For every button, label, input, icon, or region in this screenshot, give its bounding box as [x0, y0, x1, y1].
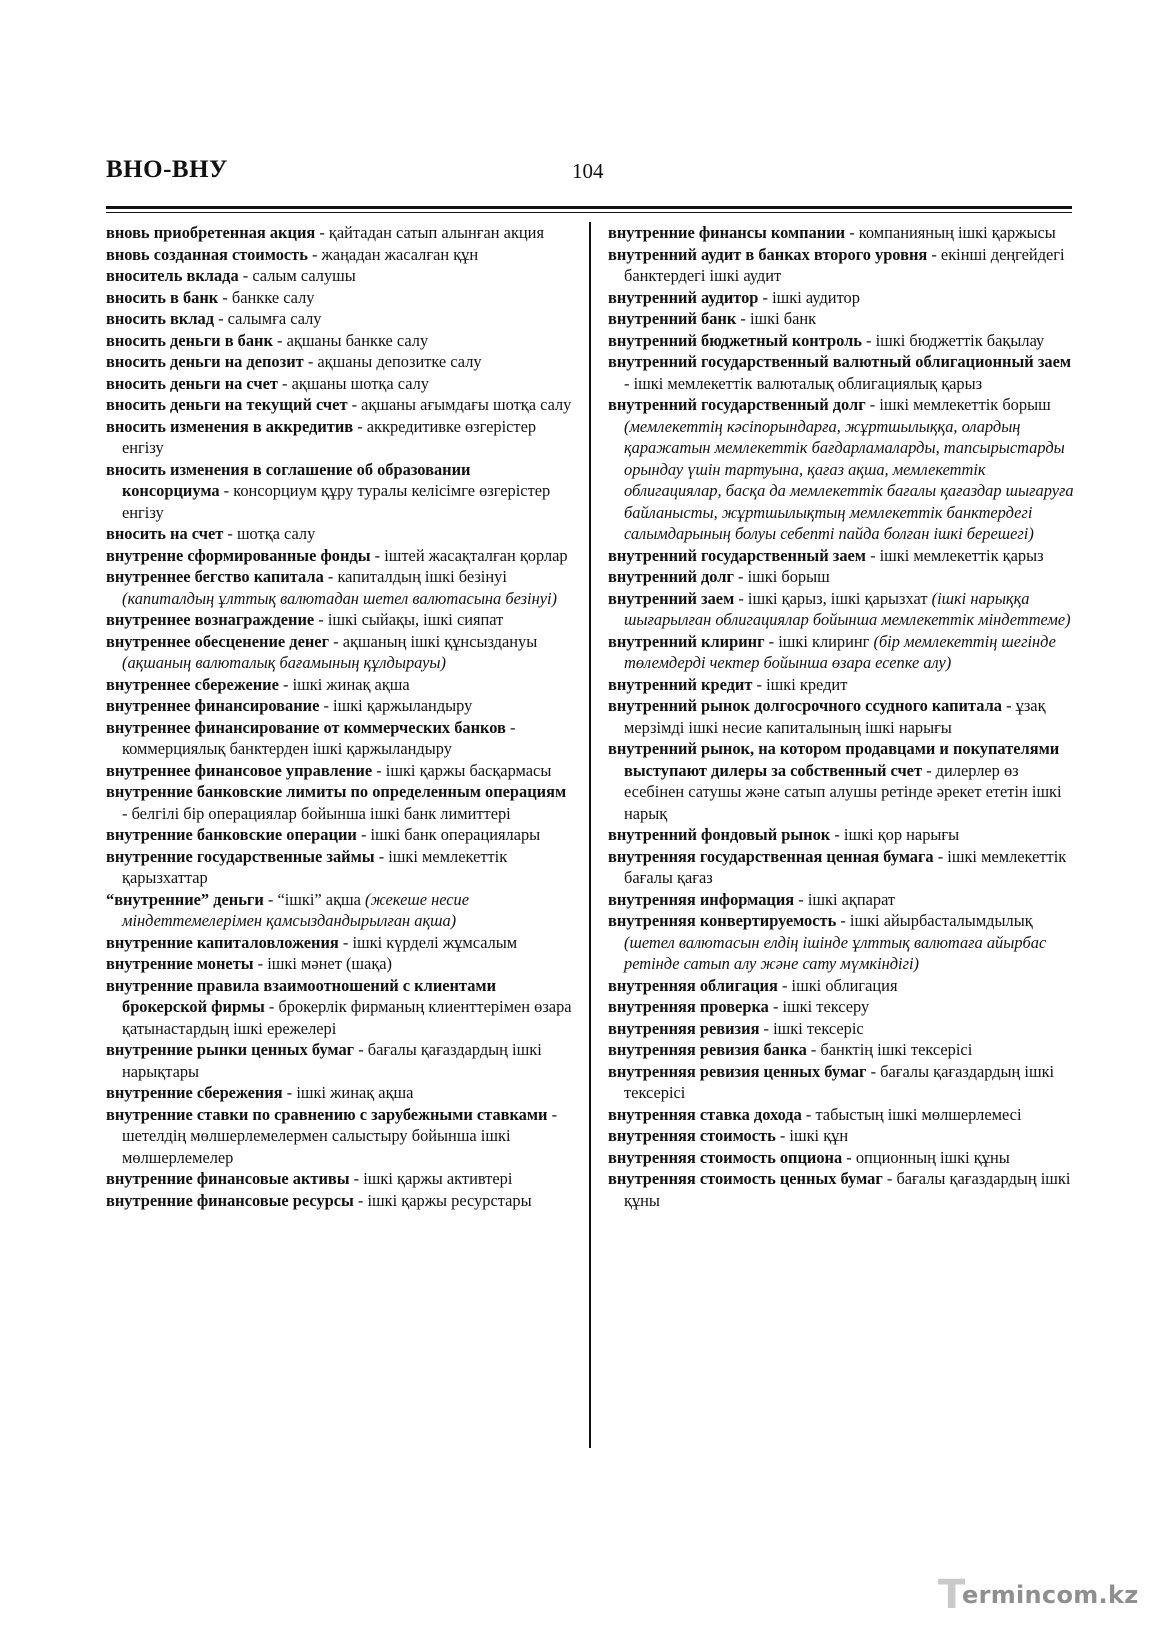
- dictionary-entry: [106, 373, 572, 395]
- dictionary-entry: [106, 459, 572, 524]
- entry-term: внутренняя государственная ценная бумага: [608, 846, 934, 866]
- dictionary-entry: [608, 846, 1074, 889]
- entry-note: (ақшаның валюталық бағамының құлдырауы): [122, 653, 446, 672]
- entry-term: внутренние рынки ценных бумаг: [106, 1040, 355, 1059]
- dictionary-entry: [106, 566, 572, 609]
- entry-separator: -: [353, 416, 367, 436]
- entry-separator: -: [865, 395, 880, 414]
- dictionary-entry: [608, 308, 1074, 330]
- dictionary-entry: [608, 1061, 1074, 1104]
- entry-separator: -: [736, 309, 750, 328]
- entry-translation: ішкі қаржыландыру: [333, 696, 473, 715]
- entry-term: вносить деньги на депозит: [106, 352, 304, 371]
- entry-translation: белгілі бір операциялар бойынша ішкі банк лимиттері: [131, 803, 511, 823]
- entry-translation: ішкі қаржы активтері: [363, 1169, 513, 1188]
- dictionary-entry: [106, 760, 572, 782]
- entry-translation: ұзақ мерзімді ішкі несие капиталының ішкі нарығы: [624, 696, 1046, 737]
- entry-term: вносить изменения в соглашение об образовании консорциума: [106, 459, 471, 500]
- dictionary-entry: [106, 222, 572, 244]
- entry-separator: -: [253, 954, 268, 973]
- entry-separator: -: [214, 309, 228, 328]
- entry-translation: ішкі облигация: [791, 975, 898, 995]
- entry-term: внутреннее сбережение: [106, 674, 279, 694]
- entry-note: (бір мемлекеттің шегінде төлемдерді чектер бойынша өзара есепке алу): [624, 631, 1056, 672]
- entry-translation: опционның ішкі құны: [855, 1147, 1010, 1167]
- entry-term: внутренние ставки по сравнению с зарубежными ставками: [106, 1104, 548, 1124]
- entry-translation: ішкі аудитор: [772, 287, 860, 307]
- entry-term: внутренние капиталовложения: [106, 932, 339, 952]
- page-header-title: ВНО-ВНУ: [106, 156, 228, 183]
- entry-translation: ішкі мемлекеттік қарызхаттар: [122, 846, 508, 887]
- entry-note: (жекеше несие міндеттемелерімен қамсыздандырылған ақша): [122, 889, 470, 930]
- entry-translation: банктің ішкі тексерісі: [820, 1040, 973, 1059]
- entry-separator: -: [777, 975, 792, 995]
- entry-term: вносить вклад: [106, 309, 215, 328]
- entry-translation: аккредитивке өзгерістер енгізу: [122, 416, 537, 457]
- dictionary-entry: [608, 222, 1074, 244]
- entry-translation: ішкі мемлекеттік бағалы қағаз: [624, 846, 1067, 887]
- entry-translation: консорциум құру туралы келісімге өзгерістер енгізу: [122, 481, 551, 522]
- entry-term: внутренняя ревизия ценных бумаг: [608, 1061, 867, 1081]
- entry-translation: ақшаны ағымдағы шотқа салу: [361, 395, 572, 414]
- header-rule-thin: [106, 212, 1072, 213]
- entry-term: внутренне сформированные фонды: [106, 545, 371, 565]
- dictionary-entry: [608, 695, 1074, 738]
- entry-separator: -: [933, 846, 948, 866]
- entry-separator: -: [775, 1126, 790, 1145]
- dictionary-entry: [106, 975, 572, 1040]
- dictionary-entry: [608, 588, 1074, 631]
- entry-term: внутренние сбережения: [106, 1083, 283, 1102]
- entry-term: внутренние правила взаимоотношений с клиентами брокерской фирмы: [106, 975, 497, 1016]
- entry-translation: ішкі жинақ ақша: [296, 1083, 414, 1102]
- dictionary-entry: [106, 1104, 572, 1169]
- entry-separator: -: [752, 674, 767, 694]
- dictionary-entry: [608, 738, 1074, 824]
- entry-term: внутреннее бегство капитала: [106, 567, 324, 586]
- entry-term: внутренний заем: [608, 588, 735, 608]
- entry-translation: ішкі айырбасталымдылық: [849, 911, 1033, 930]
- entry-separator: -: [374, 846, 389, 866]
- entry-separator: -: [861, 330, 876, 350]
- entry-term: внутренний аудит в банках второго уровня: [608, 244, 928, 264]
- entry-separator: -: [830, 825, 844, 844]
- entry-separator: -: [927, 244, 941, 264]
- dictionary-entry: [608, 287, 1074, 309]
- entry-term: внутренняя ревизия: [608, 1018, 760, 1038]
- entry-translation: дилерлер өз есебінен сатушы және сатып алушы ретінде әрекет ететін ішкі нарық: [624, 760, 1062, 823]
- entry-separator: -: [794, 889, 808, 909]
- entry-separator: -: [353, 1190, 368, 1210]
- dictionary-entry: [106, 244, 572, 266]
- dictionary-entry: [106, 330, 572, 352]
- entry-translation: бағалы қағаздардың ішкі құны: [624, 1169, 1071, 1210]
- entry-separator: -: [1001, 696, 1016, 715]
- dictionary-entry: [608, 566, 1074, 588]
- entry-separator: -: [882, 1169, 897, 1188]
- entry-term: внутренний рынок долгосрочного ссудного капитала: [608, 696, 1002, 715]
- entry-separator: -: [356, 825, 371, 844]
- entry-note: (шетел валютасын елдің ішінде ұлттық валютаға айырбас ретінде сатып алу және сату мүмкіндігі): [624, 932, 1047, 973]
- entry-separator: -: [319, 696, 334, 715]
- dictionary-entry: [106, 781, 572, 824]
- entry-separator: -: [277, 373, 292, 393]
- entry-translation: банкке салу: [231, 287, 315, 307]
- entry-translation: ішкі бюджеттік бақылау: [875, 330, 1045, 350]
- entry-term: внутреннее финансирование от коммерческих банков: [106, 717, 506, 737]
- entry-term: вносить деньги на счет: [106, 373, 278, 393]
- entry-separator: -: [758, 287, 773, 307]
- entry-term: внутреннее финансовое управление: [106, 760, 373, 780]
- entry-term: внутреннее вознаграждение: [106, 610, 315, 629]
- entry-translation: ішкі тексеріс: [773, 1018, 864, 1038]
- dictionary-entry: [106, 1039, 572, 1082]
- dictionary-entry: [608, 824, 1074, 846]
- watermark-logo-text: ermincom.kz: [962, 1581, 1139, 1609]
- entry-separator: -: [806, 1040, 821, 1059]
- entry-separator: -: [122, 803, 132, 823]
- entry-translation: ішкі жинақ ақша: [292, 674, 410, 694]
- dictionary-entry: [106, 824, 572, 846]
- entry-translation: салымға салу: [227, 309, 322, 328]
- entry-separator: -: [370, 545, 385, 565]
- entry-term: внутренний банк: [608, 309, 737, 328]
- entry-term: внутренний рынок, на котором продавцами и покупателями выступают дилеры за собственный счет: [608, 739, 1060, 780]
- entry-term: “внутренние” деньги: [106, 889, 264, 909]
- entry-translation: компанияның ішкі қаржысы: [858, 223, 1056, 242]
- entry-term: внутренняя стоимость: [608, 1126, 776, 1145]
- entry-translation: капиталдың ішкі безінуі: [337, 567, 507, 586]
- entry-separator: -: [734, 588, 748, 608]
- entry-translation: ақшаны шотқа салу: [291, 373, 429, 393]
- entry-term: внутренняя стоимость ценных бумаг: [608, 1169, 883, 1188]
- entry-separator: -: [547, 1104, 558, 1124]
- entry-separator: -: [836, 911, 850, 930]
- entry-translation: бағалы қағаздардың ішкі тексерісі: [624, 1061, 1055, 1102]
- entry-term: внутреннее обесценение денег: [106, 631, 330, 651]
- dictionary-entry: [106, 351, 572, 373]
- entry-term: внутренний государственный долг: [608, 395, 866, 414]
- entry-term: внутренняя облигация: [608, 975, 778, 995]
- entry-separator: -: [349, 1169, 364, 1188]
- entry-separator: -: [768, 997, 783, 1016]
- entry-term: внутренняя информация: [608, 889, 795, 909]
- entry-term: внутренний долг: [608, 567, 734, 586]
- entry-translation: ішкі мемлекеттік қарыз: [879, 545, 1044, 565]
- entry-term: внутренние финансовые активы: [106, 1169, 350, 1188]
- dictionary-entry: [608, 631, 1074, 674]
- entry-translation: “ішкі” ақша: [277, 889, 361, 909]
- entry-term: внутренняя проверка: [608, 997, 769, 1016]
- dictionary-entry: [106, 889, 572, 932]
- entry-translation: брокерлік фирманың клиенттерімен өзара қатынастардың ішкі ережелері: [122, 997, 572, 1038]
- entry-separator: -: [272, 330, 287, 350]
- entry-translation: ішкі қаржы ресурстары: [367, 1190, 532, 1210]
- entry-term: вноситель вклада: [106, 266, 239, 285]
- entry-translation: салым салушы: [252, 266, 356, 285]
- entry-translation: ішкі қор нарығы: [843, 825, 960, 844]
- page-number: 104: [572, 159, 604, 183]
- dictionary-entry: [106, 953, 572, 975]
- dictionary-entry: [106, 932, 572, 954]
- entry-translation: ішкі банк операциялары: [370, 825, 541, 844]
- entry-term: внутренняя стоимость опциона: [608, 1147, 843, 1167]
- entry-separator: -: [347, 395, 362, 414]
- entry-separator: -: [759, 1018, 774, 1038]
- dictionary-entry: [106, 523, 572, 545]
- entry-term: вносить деньги в банк: [106, 330, 273, 350]
- dictionary-entry: [106, 1168, 572, 1190]
- entry-separator: -: [278, 674, 293, 694]
- entry-term: вносить на счет: [106, 524, 224, 543]
- entry-separator: -: [922, 760, 936, 780]
- dictionary-entry: [608, 244, 1074, 287]
- entry-term: вносить изменения в аккредитив: [106, 416, 354, 436]
- entry-translation: ақшаның ішкі құнсыздануы: [342, 631, 538, 651]
- dictionary-entry: [106, 609, 572, 631]
- dictionary-entry: [608, 996, 1074, 1018]
- dictionary-entry: [106, 695, 572, 717]
- entry-translation: бағалы қағаздардың ішкі нарықтары: [122, 1040, 542, 1081]
- entry-term: внутренние банковские операции: [106, 825, 357, 844]
- entry-separator: -: [505, 717, 516, 737]
- entry-separator: -: [329, 631, 343, 651]
- entry-term: внутренняя конвертируемость: [608, 911, 837, 930]
- entry-separator: -: [764, 631, 779, 651]
- dictionary-entry: [608, 910, 1074, 975]
- entry-translation: ішкі банк: [749, 309, 817, 328]
- entry-separator: -: [282, 1083, 297, 1102]
- entry-translation: ішкі кредит: [766, 674, 848, 694]
- entry-term: внутренний фондовый рынок: [608, 825, 831, 844]
- entry-term: вновь созданная стоимость: [106, 244, 308, 264]
- entry-term: вносить деньги на текущий счет: [106, 395, 348, 414]
- entry-separator: -: [219, 481, 234, 500]
- entry-term: внутренний государственный валютный облигационный заем: [608, 352, 1072, 371]
- entry-translation: ішкі борыш: [747, 567, 830, 586]
- entry-note: (мемлекеттің кәсіпорындарға, жұртшылыққа, олардың қаражатын мемлекеттік бағдарламаларды, тапсырыстарды орындау үшін тартуына, қағаз ақша, мемлекеттік облигациялар, басқа да мемлекеттік бағалы қағаздар шығаруға байланысты, жұртшылықтың мемлекеттік банктердегі салымдарының болуы себепті пайда болған ішкі берешегі): [624, 416, 1074, 543]
- entry-translation: ішкі сыйақы, ішкі сияпат: [327, 610, 504, 629]
- entry-translation: ішкі клиринг: [778, 631, 870, 651]
- entry-separator: -: [845, 223, 859, 242]
- dictionary-entry: [608, 1039, 1074, 1061]
- entry-term: вновь приобретенная акция: [106, 223, 316, 242]
- watermark-logo-letter: T: [938, 1572, 966, 1618]
- entry-separator: -: [223, 524, 237, 543]
- dictionary-entry: [106, 287, 572, 309]
- entry-term: внутренний аудитор: [608, 287, 759, 307]
- entry-translation: шетелдің мөлшерлемелермен салыстыру бойынша ішкі мөлшерлемелер: [122, 1126, 511, 1167]
- entry-term: внутренние банковские лимиты по определенным операциям: [106, 782, 567, 801]
- entry-note: (ішкі нарыққа шығарылған облигациялар бойынша мемлекеттік міндеттеме): [624, 588, 1071, 629]
- dictionary-entry: [608, 1018, 1074, 1040]
- entry-term: внутренние монеты: [106, 954, 254, 973]
- entry-term: внутренние финансовые ресурсы: [106, 1190, 354, 1210]
- entry-translation: ішкі қарыз, ішкі қарызхат: [747, 588, 928, 608]
- dictionary-entry: [106, 1082, 572, 1104]
- dictionary-entry: [608, 545, 1074, 567]
- entry-term: внутренняя ревизия банка: [608, 1040, 807, 1059]
- entry-separator: -: [354, 1040, 368, 1059]
- dictionary-entry: [106, 631, 572, 674]
- entry-separator: -: [865, 545, 880, 565]
- dictionary-entry: [106, 846, 572, 889]
- entry-term: внутреннее финансирование: [106, 696, 320, 715]
- entry-separator: -: [238, 266, 253, 285]
- entry-separator: -: [842, 1147, 856, 1167]
- dictionary-entry: [106, 674, 572, 696]
- dictionary-entry: [608, 1104, 1074, 1126]
- entry-separator: -: [624, 373, 634, 393]
- entry-separator: -: [263, 889, 278, 909]
- dictionary-entry: [106, 265, 572, 287]
- entry-translation: ақшаны депозитке салу: [317, 352, 482, 371]
- entry-translation: ішкі мәнет (шақа): [267, 954, 393, 973]
- entry-translation: ішкі ақпарат: [807, 889, 896, 909]
- entry-translation: ақшаны банкке салу: [286, 330, 429, 350]
- dictionary-entry: [608, 1147, 1074, 1169]
- dictionary-entry: [106, 545, 572, 567]
- entry-translation: ішкі мемлекеттік валюталық облигациялық қарыз: [633, 373, 983, 393]
- entry-separator: -: [733, 567, 748, 586]
- entry-translation: жаңадан жасалған құн: [321, 244, 479, 264]
- dictionary-entry: [608, 330, 1074, 352]
- termincom-watermark: [938, 1572, 1148, 1618]
- entry-note: (капиталдың ұлттық валютадан шетел валютасына безінуі): [122, 588, 558, 608]
- dictionary-entry: [106, 394, 572, 416]
- entry-separator: -: [307, 244, 322, 264]
- entry-translation: ішкі мемлекеттік борыш: [879, 395, 1051, 414]
- entry-translation: ішкі құн: [789, 1126, 849, 1145]
- entry-translation: екінші деңгейдегі банктердегі ішкі аудит: [624, 244, 1065, 285]
- dictionary-entry: [608, 889, 1074, 911]
- entry-term: внутренние финансы компании: [608, 223, 846, 242]
- header-rule-thick: [106, 206, 1072, 209]
- entry-term: внутренний бюджетный контроль: [608, 330, 862, 350]
- column-divider: [589, 222, 591, 1448]
- dictionary-entry: [608, 674, 1074, 696]
- entry-translation: ішкі тексеру: [782, 997, 870, 1016]
- entry-term: внутренние государственные займы: [106, 846, 375, 866]
- entry-separator: -: [264, 997, 279, 1016]
- entry-separator: -: [303, 352, 318, 371]
- dictionary-entry: [608, 394, 1074, 545]
- entry-translation: ішкі қаржы басқармасы: [385, 760, 552, 780]
- dictionary-entry: [608, 975, 1074, 997]
- dictionary-entry: [106, 416, 572, 459]
- dictionary-entry: [608, 1125, 1074, 1147]
- dictionary-entry: [608, 1168, 1074, 1211]
- entry-separator: -: [218, 287, 232, 307]
- entry-separator: -: [801, 1104, 816, 1124]
- entry-term: внутренний государственный заем: [608, 545, 866, 565]
- entry-term: внутренний клиринг: [608, 631, 765, 651]
- entry-separator: -: [338, 932, 353, 952]
- entry-separator: -: [314, 610, 328, 629]
- left-column: [106, 222, 572, 1211]
- dictionary-entry: [608, 351, 1074, 394]
- entry-term: внутренняя ставка дохода: [608, 1104, 802, 1124]
- entry-translation: қайтадан сатып алынған акция: [328, 223, 544, 242]
- entry-separator: -: [323, 567, 338, 586]
- entry-separator: -: [372, 760, 386, 780]
- dictionary-entry: [106, 717, 572, 760]
- entry-separator: -: [866, 1061, 881, 1081]
- dictionary-entry: [106, 1190, 572, 1212]
- entry-separator: -: [315, 223, 329, 242]
- entry-translation: табыстың ішкі мөлшерлемесі: [815, 1104, 1022, 1124]
- entry-term: внутренний кредит: [608, 674, 753, 694]
- right-column: [608, 222, 1074, 1211]
- entry-translation: іштей жасақталған қорлар: [384, 545, 568, 565]
- entry-translation: шотқа салу: [236, 524, 316, 543]
- dictionary-entry: [106, 308, 572, 330]
- entry-translation: коммерциялық банктерден ішкі қаржыландыру: [122, 739, 452, 758]
- entry-translation: ішкі күрделі жұмсалым: [352, 932, 518, 952]
- entry-term: вносить в банк: [106, 287, 219, 307]
